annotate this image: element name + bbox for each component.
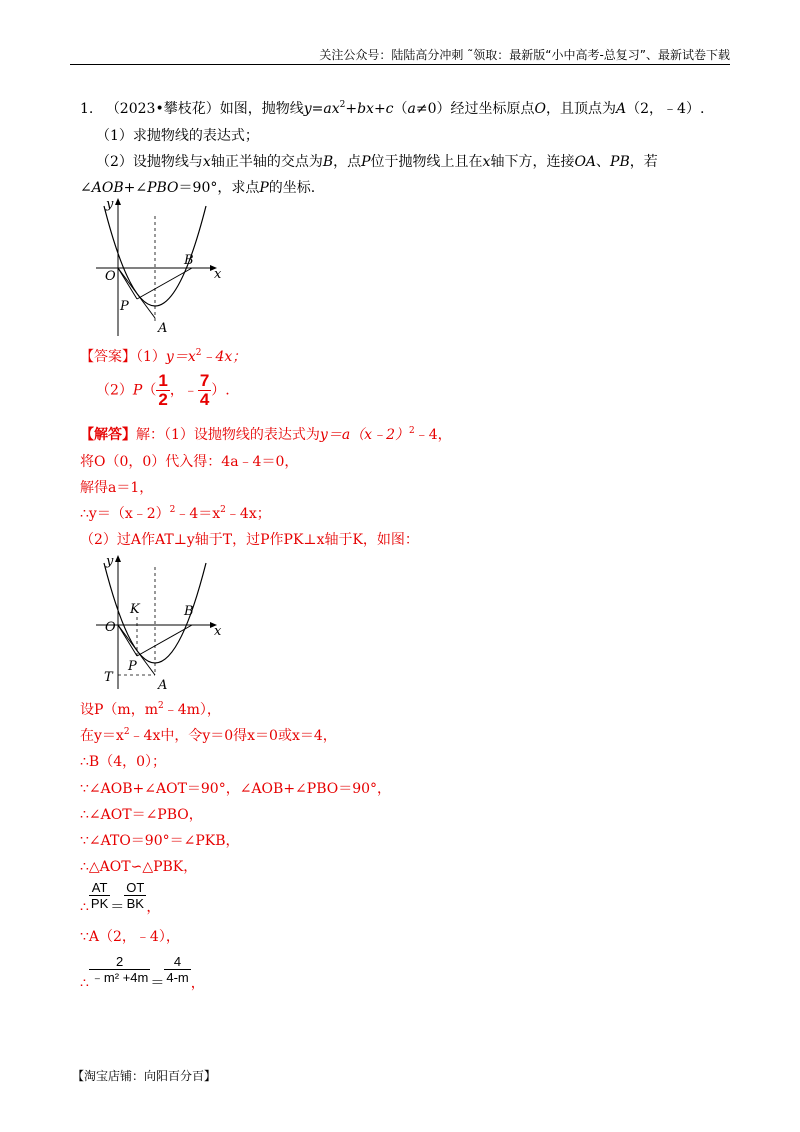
label-y: y bbox=[106, 554, 114, 569]
part2-text: 位于抛物线上且在 bbox=[370, 154, 483, 170]
label-p: P bbox=[120, 299, 129, 314]
solution-line-6 bbox=[80, 699, 221, 719]
label-k: K bbox=[130, 602, 140, 617]
solution-tag: 【解答】 bbox=[80, 427, 136, 443]
question-part-2-line-2 bbox=[80, 177, 315, 197]
solution-text: ， bbox=[146, 899, 161, 916]
fraction-den: 2 bbox=[158, 390, 168, 409]
part2-text: ，若 bbox=[629, 154, 658, 170]
solution-line-1 bbox=[80, 424, 452, 444]
solution-sup: 2 bbox=[408, 426, 415, 436]
solution-line-2: 将O（0，0）代入得：4a﹣4＝0， bbox=[80, 454, 299, 470]
question-line-1 bbox=[80, 98, 704, 118]
fraction-num: 4 bbox=[164, 954, 190, 970]
figure-2 bbox=[92, 553, 232, 693]
separator: ，﹣ bbox=[169, 382, 198, 399]
solution-text: ， bbox=[190, 975, 205, 992]
angle-plus: +∠ bbox=[123, 180, 148, 196]
question-part-2-line-1 bbox=[96, 151, 658, 171]
solution-text: ﹣4＝x bbox=[175, 506, 221, 522]
answer-line-2 bbox=[96, 372, 230, 409]
solution-line-13 bbox=[80, 880, 160, 917]
fraction bbox=[164, 954, 190, 985]
part2-text: 、 bbox=[596, 154, 611, 170]
solution-line-9: ∵∠AOB+∠AOT＝90°，∠AOB+∠PBO＝90°， bbox=[80, 781, 392, 797]
part2-text: ，点 bbox=[333, 154, 362, 170]
eq-plus: + bbox=[345, 101, 358, 117]
part2-text: ＝90°，求点 bbox=[178, 180, 260, 196]
var-x: x bbox=[202, 154, 211, 170]
cond-rest: ≠0）经过坐标原点 bbox=[415, 101, 535, 117]
label-a: A bbox=[158, 321, 168, 336]
fraction-den: 4-m bbox=[166, 970, 189, 985]
label-o: O bbox=[105, 269, 116, 284]
solution-line-4 bbox=[80, 503, 271, 523]
solution-text: ﹣4x； bbox=[225, 506, 271, 522]
fraction-den: BK bbox=[126, 896, 144, 911]
label-b: B bbox=[184, 604, 194, 619]
segment-oa: OA bbox=[574, 154, 597, 170]
solution-line-11: ∵∠ATO＝90°＝∠PKB， bbox=[80, 833, 240, 849]
solution-sup: 2 bbox=[169, 505, 176, 515]
solution-line-3: 解得a＝1， bbox=[80, 480, 154, 496]
angle-pbo: PBO bbox=[147, 180, 179, 196]
angle-aob: AOB bbox=[91, 180, 124, 196]
solution-text: 在y＝x bbox=[80, 728, 124, 744]
answer-part1-rest: ﹣4x； bbox=[201, 349, 247, 365]
answer-point-p: P bbox=[132, 382, 143, 399]
eq-ax: ax bbox=[323, 101, 340, 117]
fraction bbox=[89, 880, 110, 911]
fraction bbox=[124, 880, 146, 911]
header-rule bbox=[70, 64, 730, 65]
question-number: 1. bbox=[80, 101, 94, 117]
answer-line-1 bbox=[80, 346, 246, 366]
label-t: T bbox=[104, 670, 113, 685]
segment-op bbox=[118, 268, 137, 299]
fraction-num: 2 bbox=[89, 954, 150, 970]
y-axis-arrow bbox=[115, 198, 121, 205]
figure-1 bbox=[92, 196, 232, 338]
fraction-den: PK bbox=[90, 896, 109, 911]
cond-a: a bbox=[407, 101, 416, 117]
fraction-num: 7 bbox=[199, 371, 210, 390]
fraction-den: ﹣m² +4m bbox=[90, 970, 149, 985]
label-b: B bbox=[184, 253, 194, 268]
eq-sign: = bbox=[311, 101, 324, 117]
label-o: O bbox=[105, 620, 116, 635]
vertex-coords: （2，﹣4）. bbox=[626, 101, 705, 117]
point-b: B bbox=[322, 154, 334, 170]
solution-eq: y＝a（x﹣2） bbox=[319, 427, 409, 443]
var-x: x bbox=[482, 154, 491, 170]
solution-line-15 bbox=[80, 954, 205, 993]
solution-line-12: ∴△AOT∽△PBK， bbox=[80, 859, 198, 875]
eq-sup: 2 bbox=[339, 100, 346, 110]
answer-part1-label: （1） bbox=[136, 349, 166, 365]
label-x: x bbox=[214, 624, 222, 639]
label-x: x bbox=[214, 267, 222, 282]
solution-text: 设P（m，m bbox=[80, 702, 158, 718]
answer-sup: 2 bbox=[195, 348, 202, 358]
question-part-1: （1）求抛物线的表达式； bbox=[96, 128, 259, 144]
part2-text: （2）设抛物线与 bbox=[96, 154, 203, 170]
solution-text: 解：（1）设抛物线的表达式为 bbox=[136, 427, 320, 443]
label-a: A bbox=[158, 678, 168, 693]
fraction-num: OT bbox=[126, 880, 145, 895]
eq-plus: + bbox=[373, 101, 386, 117]
fraction-num: 1 bbox=[158, 371, 168, 390]
therefore-sign: ∴ bbox=[80, 899, 89, 916]
solution-sup: 2 bbox=[220, 505, 226, 515]
fraction bbox=[156, 372, 169, 409]
eq-c: c bbox=[385, 101, 394, 117]
solution-sup: 2 bbox=[123, 727, 130, 737]
paren: （ bbox=[142, 382, 157, 399]
answer-part2-label: （2） bbox=[96, 382, 133, 399]
point-o: O bbox=[534, 101, 546, 117]
solution-text: ﹣4， bbox=[414, 427, 452, 443]
equals-sign: ＝ bbox=[110, 899, 125, 916]
point-p: P bbox=[361, 154, 371, 170]
fraction-num: AT bbox=[89, 880, 110, 896]
cond-open: （ bbox=[393, 101, 408, 117]
solution-line-10: ∴∠AOT＝∠PBO， bbox=[80, 807, 203, 823]
part2-text: 轴下方，连接 bbox=[490, 154, 575, 170]
stem-mid: ，且顶点为 bbox=[546, 101, 616, 117]
fraction bbox=[89, 954, 150, 985]
segment-pb: PB bbox=[610, 154, 630, 170]
question-stem-text: 如图，抛物线 bbox=[219, 101, 304, 117]
answer-tag: 【答案】 bbox=[80, 349, 136, 365]
solution-line-7 bbox=[80, 725, 337, 745]
part2-text: 的坐标. bbox=[268, 180, 316, 196]
answer-part1-eq: y＝x bbox=[165, 349, 196, 365]
solution-line-14: ∵A（2，﹣4）， bbox=[80, 929, 180, 945]
segment-pb bbox=[137, 268, 192, 299]
point-a: A bbox=[616, 101, 627, 117]
eq-y: y bbox=[303, 101, 312, 117]
eq-bx: bx bbox=[357, 101, 374, 117]
solution-text: ﹣4x中，令y＝0得x＝0或x＝4， bbox=[129, 728, 337, 744]
y-axis-arrow bbox=[115, 555, 121, 562]
point-p: P bbox=[259, 180, 269, 196]
solution-text: ∴y＝（x﹣2） bbox=[80, 506, 170, 522]
equals-sign: ＝ bbox=[150, 975, 165, 992]
segment-pb bbox=[137, 625, 192, 656]
angle-sign: ∠ bbox=[80, 180, 92, 196]
page-header: 关注公众号：陆陆高分冲刺 ˜领取：最新版“小中高考-总复习”、最新试卷下载 bbox=[319, 48, 730, 62]
fraction bbox=[198, 372, 211, 409]
therefore-sign: ∴ bbox=[80, 975, 89, 992]
solution-sup: 2 bbox=[157, 701, 164, 711]
solution-text: ﹣4m）， bbox=[163, 702, 221, 718]
fraction-den: 4 bbox=[199, 390, 210, 409]
solution-line-5: （2）过A作AT⊥y轴于T，过P作PK⊥x轴于K，如图： bbox=[80, 532, 419, 548]
page-footer: 【淘宝店铺：向阳百分百】 bbox=[72, 1069, 217, 1083]
label-p: P bbox=[128, 659, 137, 674]
solution-line-8: ∴B（4，0）； bbox=[80, 754, 167, 770]
paren: ）. bbox=[211, 382, 230, 399]
segment-op bbox=[118, 625, 137, 656]
part2-text: 轴正半轴的交点为 bbox=[210, 154, 323, 170]
label-y: y bbox=[106, 197, 114, 212]
question-source: （2023•攀枝花） bbox=[105, 101, 220, 117]
